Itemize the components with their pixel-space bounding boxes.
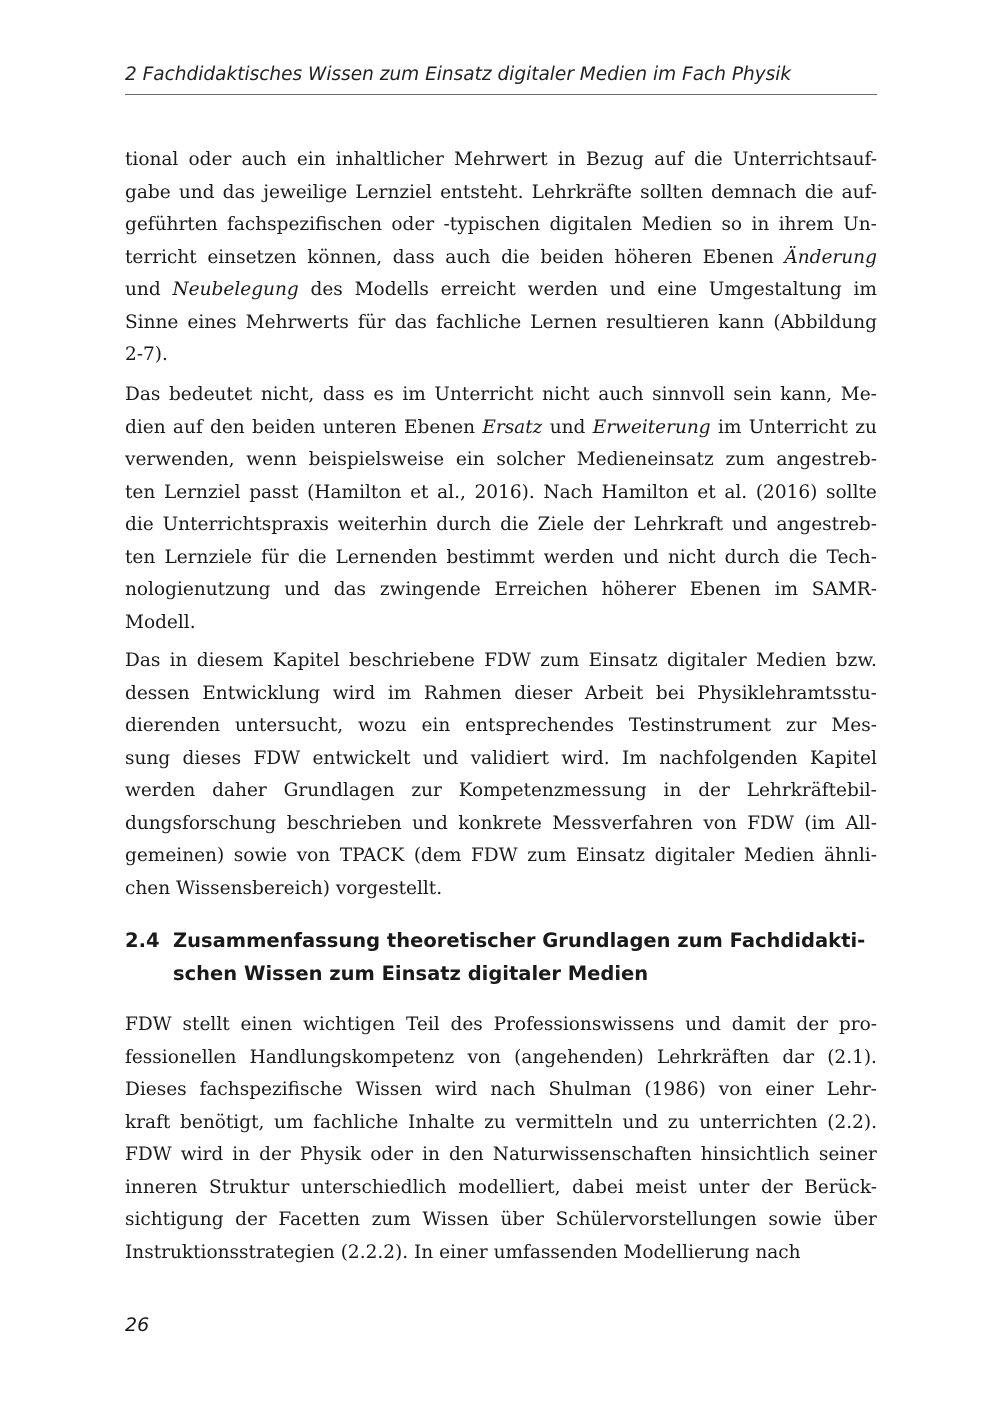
text-line: dien auf den beiden unteren Ebenen Ersatz und Erweiterung im Unterricht zu: [125, 416, 877, 438]
text-line: dessen Entwicklung wird im Rahmen dieser Arbeit bei Physiklehramtsstu-: [125, 682, 877, 704]
text-line: FDW stellt einen wichtigen Teil des Professionswissens und damit der pro-: [125, 1014, 877, 1035]
text-line: die Unterrichtspraxis weiterhin durch die Ziele der Lehrkraft und angestreb-: [125, 514, 877, 535]
text-line: geführten fachspezifischen oder -typischen digitalen Medien so in ihrem Un-: [125, 214, 877, 235]
paragraph-4: [125, 1009, 877, 1269]
text-line: Modell.: [125, 611, 196, 633]
text-line: Instruktionsstrategien (2.2.2). In einer umfassenden Modellierung nach: [125, 1241, 801, 1263]
text-line: inneren Struktur unterschiedlich modelliert, dabei meist unter der Berück-: [125, 1176, 877, 1198]
text-line: gabe und das jeweilige Lernziel entsteht. Lehrkräfte sollten demnach die auf-: [125, 181, 877, 203]
text-line: ten Lernziel passt (Hamilton et al., 2016). Nach Hamilton et al. (2016) sollte: [125, 481, 877, 503]
text-line: dungsforschung beschrieben und konkrete Messverfahren von FDW (im All-: [125, 812, 877, 834]
paragraph-3: [125, 645, 877, 905]
header-rule: [125, 94, 877, 95]
text-line: tional oder auch ein inhaltlicher Mehrwert in Bezug auf die Unterrichtsauf-: [125, 149, 877, 170]
text-line: kraft benötigt, um fachliche Inhalte zu vermitteln und zu unterrichten (2.2).: [125, 1111, 877, 1133]
text-line: und Neubelegung des Modells erreicht werden und eine Umgestaltung im: [125, 279, 877, 300]
text-line: FDW wird in der Physik oder in den Naturwissenschaften hinsichtlich seiner: [125, 1144, 877, 1165]
text-line: verwenden, wenn beispielsweise ein solcher Medieneinsatz zum angestreb-: [125, 449, 877, 470]
text-line: dierenden untersucht, wozu ein entsprechendes Testinstrument zur Mes-: [125, 715, 877, 736]
paragraph-2: [125, 379, 877, 639]
text-line: gemeinen) sowie von TPACK (dem FDW zum Einsatz digitaler Medien ähnli-: [125, 845, 877, 866]
section-title-line-1: Zusammenfassung theoretischer Grundlagen zum Fachdidakti-: [173, 929, 866, 952]
text-line: sichtigung der Facetten zum Wissen über Schülervorstellungen sowie über: [125, 1209, 877, 1230]
text-line: 2-7).: [125, 344, 168, 365]
text-line: Sinne eines Mehrwerts für das fachliche Lernen resultieren kann (Abbildung: [125, 311, 877, 333]
text-line: Dieses fachspezifische Wissen wird nach Shulman (1986) von einer Lehr-: [125, 1079, 877, 1100]
text-line: terricht einsetzen können, dass auch die beiden höheren Ebenen Änderung: [125, 246, 877, 268]
running-head: 2 Fachdidaktisches Wissen zum Einsatz digitaler Medien im Fach Physik: [125, 64, 792, 85]
text-line: Das bedeutet nicht, dass es im Unterricht nicht auch sinnvoll sein kann, Me-: [125, 384, 877, 405]
page-number: 26: [125, 1314, 150, 1336]
text-line: ten Lernziele für die Lernenden bestimmt werden und nicht durch die Tech-: [125, 546, 877, 568]
text-line: nologienutzung und das zwingende Erreichen höherer Ebenen im SAMR-: [125, 579, 877, 600]
text-line: fessionellen Handlungskompetenz von (angehenden) Lehrkräften dar (2.1).: [125, 1046, 877, 1068]
paragraph-1: [125, 144, 877, 372]
text-line: chen Wissensbereich) vorgestellt.: [125, 877, 443, 899]
text-line: werden daher Grundlagen zur Kompetenzmessung in der Lehrkräftebil-: [125, 780, 877, 801]
section-title-line-2: schen Wissen zum Einsatz digitaler Medien: [173, 962, 649, 985]
text-line: sung dieses FDW entwickelt und validiert wird. Im nachfolgenden Kapitel: [125, 747, 877, 769]
section-number: 2.4: [125, 929, 160, 952]
text-line: Das in diesem Kapitel beschriebene FDW zum Einsatz digitaler Medien bzw.: [125, 650, 877, 671]
